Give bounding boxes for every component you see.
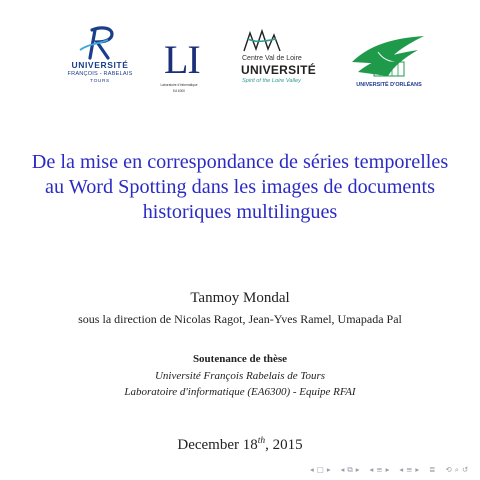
nav-subsection-icon[interactable]: ⧉ [347, 465, 353, 474]
nav-next-subsection-icon[interactable]: ▸ [355, 465, 360, 474]
nav-next-part-icon[interactable]: ▸ [415, 465, 420, 474]
nav-prev-part-icon[interactable]: ◂ [399, 465, 404, 474]
nav-first-icon[interactable]: ◂ [310, 465, 314, 474]
date-superscript: th [257, 436, 266, 446]
author-name: Tanmoy Mondal [190, 290, 290, 306]
nav-part-icon[interactable]: ≡ [406, 465, 413, 474]
logo-laboratoire-informatique [160, 37, 200, 106]
title-line-3: historiques multilingues [142, 201, 338, 223]
nav-back-icon[interactable]: ↺ [461, 465, 469, 474]
li-mark: LI [164, 37, 200, 82]
nav-prev-subsection-icon[interactable]: ◂ [340, 465, 345, 474]
beamer-navigation [310, 464, 468, 476]
logo-centre-val-de-loire [238, 27, 326, 91]
logo-universite-orleans [348, 32, 428, 94]
institution-university: Université François Rabelais de Tours [154, 370, 326, 382]
logos-bar [0, 0, 480, 110]
title-line-1: De la mise en correspondance de séries temporelles [31, 151, 449, 173]
logo-universite-francois-rabelais [62, 26, 138, 90]
orleans-line1: UNIVERSITÉ D'ORLÉANS [356, 82, 422, 88]
nav-section-icon[interactable]: ≡ [376, 465, 383, 474]
nav-next-frame-icon[interactable]: ▸ [326, 465, 331, 474]
supervisors: sous la direction de Nicolas Ragot, Jean-Yves Ramel, Umapada Pal [78, 312, 402, 326]
li-sub1: Laboratoire d'Informatique [160, 83, 198, 87]
title-line-2: au Word Spotting dans les images de documents [45, 176, 435, 198]
nav-next-section-icon[interactable]: ▸ [385, 465, 390, 474]
ufr-line3: TOURS [90, 79, 110, 84]
nav-search-icon[interactable]: ⟲ [445, 465, 452, 474]
event-title: Soutenance de thèse [192, 353, 288, 365]
orleans-emblem-icon [348, 32, 428, 80]
presentation-date [0, 436, 480, 454]
nav-prev-frame-icon[interactable]: ▢ [316, 465, 324, 474]
ufr-line2: FRANÇOIS - RABELAIS [67, 71, 133, 77]
date-suffix: , 2015 [265, 437, 303, 453]
cvl-line1: Centre Val de Loire [242, 55, 302, 62]
ufr-line1: UNIVERSITÉ [71, 60, 129, 70]
date-prefix: December 18 [177, 437, 258, 453]
cvl-line2: UNIVERSITÉ [241, 63, 317, 77]
ufr-emblem-icon [62, 26, 138, 60]
institution-laboratory: Laboratoire d'informatique (EA6300) - Equipe RFAI [124, 386, 356, 398]
cvl-emblem-icon [242, 27, 282, 53]
nav-align-icon[interactable]: ≣ [429, 465, 436, 474]
li-sub2: EA 6300 [172, 89, 186, 93]
cvl-line3: Spirit of the Loire Valley [242, 78, 301, 84]
presentation-title [0, 150, 480, 225]
nav-prev-section-icon[interactable]: ◂ [369, 465, 374, 474]
nav-zoom-icon[interactable]: ⌕ [454, 465, 459, 474]
